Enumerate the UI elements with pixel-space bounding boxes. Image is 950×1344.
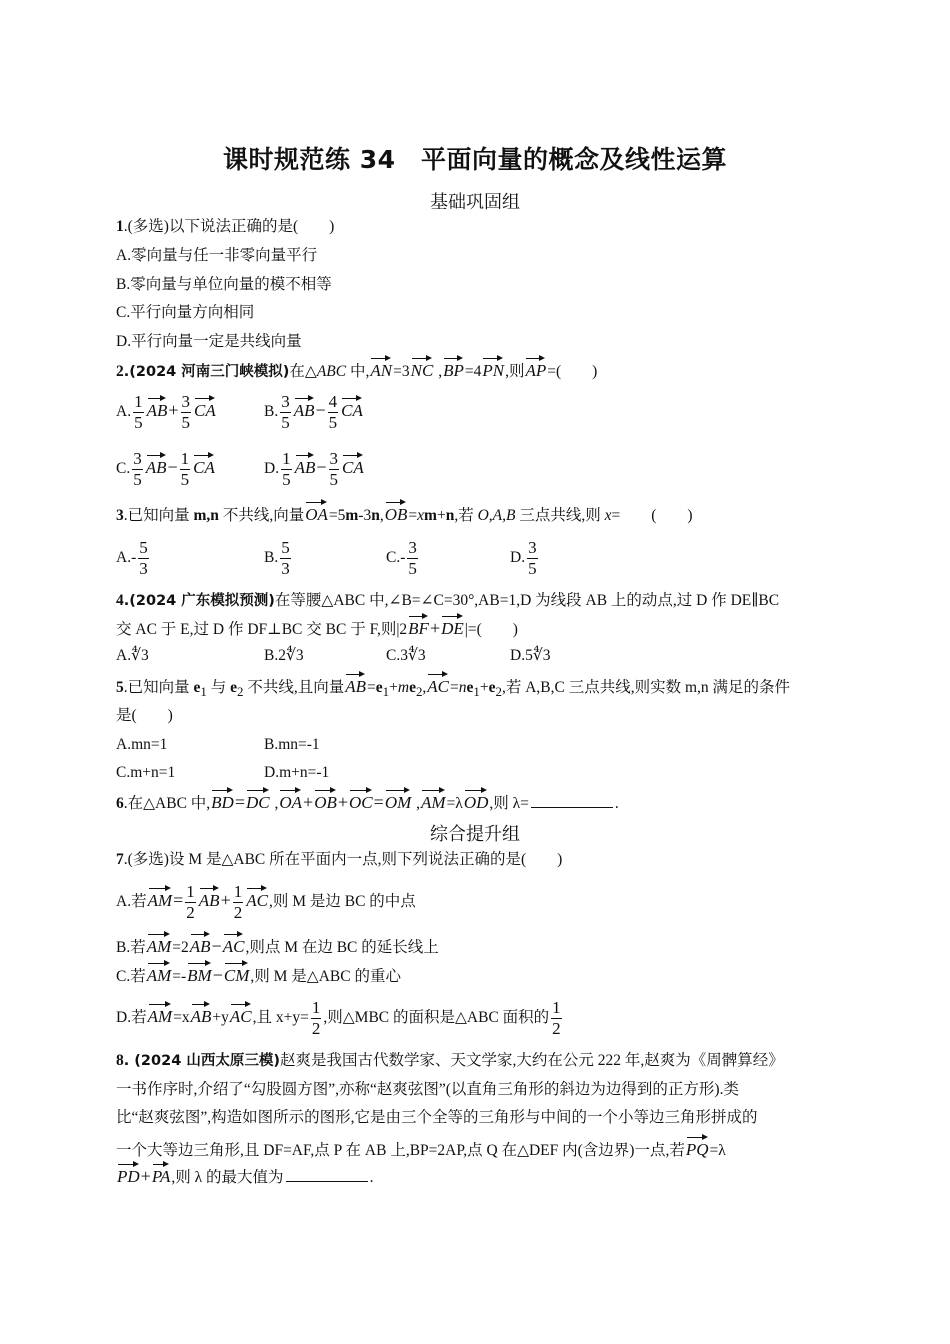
option-text: ,且 x+y= [252, 1009, 309, 1027]
stem-text: ,则 [505, 363, 525, 380]
vector: OC [349, 788, 373, 811]
vector: OD [464, 788, 489, 811]
stem-text: x [604, 507, 612, 524]
vector: DC [246, 788, 270, 811]
operator: = [173, 890, 184, 911]
denominator: 5 [408, 559, 417, 578]
numerator: 3 [528, 538, 537, 557]
numerator: 1 [180, 449, 190, 468]
denominator: 5 [180, 470, 190, 489]
numerator: 3 [329, 449, 339, 468]
operator: +y [212, 1009, 229, 1027]
stem-text: ,若 A,B,C 三点共线,则实数 m,n 满足的条件 [501, 679, 791, 696]
denominator: 5 [281, 413, 290, 432]
question-number: 6 [116, 795, 124, 812]
stem-text: 在△ [289, 363, 317, 380]
option-text: ,则 M 是边 BC 的中点 [268, 893, 416, 911]
stem-text: , [422, 679, 427, 696]
stem-text: O,A,B [477, 507, 516, 524]
vector: BM [187, 961, 212, 984]
fraction [527, 538, 538, 579]
operator: − [316, 457, 327, 478]
fraction [280, 392, 291, 433]
stem-text: ABC [316, 363, 347, 380]
fraction [185, 882, 196, 923]
vector: AB [191, 1002, 212, 1025]
stem-text: =λ [446, 795, 463, 812]
vector: PA [152, 1162, 171, 1185]
stem-text: x [417, 507, 425, 524]
question-number: 1 [116, 218, 124, 235]
operator: = [234, 792, 245, 812]
question-2-option-a [116, 392, 217, 433]
numerator: 3 [408, 538, 417, 557]
question-7-option-d [116, 998, 564, 1039]
question-2-option-d [264, 449, 365, 490]
question-3-option-d [510, 538, 540, 579]
vector: CA [341, 396, 363, 419]
stem-text: m [345, 507, 359, 524]
vector: AP [525, 356, 546, 379]
section-heading-advanced: 综合提升组 [430, 824, 520, 845]
stem-text: = ( ) [611, 507, 693, 524]
stem-text: + [389, 679, 398, 696]
stem-text: m [397, 679, 410, 696]
question-5-option-b: B.mn=-1 [264, 736, 320, 753]
vector: AB [147, 396, 168, 419]
stem-text: =( ) [547, 363, 598, 380]
vector: PQ [686, 1135, 709, 1158]
numerator: 3 [281, 392, 290, 411]
question-text: .(多选)以下说法正确的是( ) [123, 218, 335, 235]
stem-text: m,n [193, 507, 219, 524]
question-4-option-c: C.3∜3 [386, 647, 426, 664]
vector: OA [305, 500, 328, 523]
stem-text: 三点共线,则 [515, 507, 605, 524]
operator: + [337, 792, 349, 812]
stem-text: e [488, 679, 496, 696]
vector: BD [211, 788, 234, 811]
vector: OM [385, 788, 411, 811]
fraction [138, 538, 149, 579]
question-3-option-c [386, 538, 420, 579]
stem-text: .已知向量 [123, 679, 194, 696]
question-6-stem [116, 788, 619, 815]
stem-text: .已知向量 [123, 507, 194, 524]
stem-text: 不共线,且向量 [243, 679, 345, 696]
subscript: 2 [415, 684, 423, 700]
stem-text: 在等腰△ABC 中,∠B=∠C=30°,AB=1,D 为线段 AB 上的动点,过 D 作 DE∥BC [274, 592, 780, 609]
stem-text: |=( ) [464, 621, 518, 638]
question-5-option-a: A.mn=1 [116, 736, 168, 753]
question-3-option-a [116, 538, 151, 579]
option-label: A. [116, 403, 132, 421]
question-4-option-d: D.5∜3 [510, 647, 551, 664]
vector: AM [148, 886, 173, 909]
stem-text: , [434, 363, 443, 380]
section-heading-basic: 基础巩固组 [430, 192, 520, 213]
numerator: 3 [133, 449, 142, 468]
question-5-stem [116, 672, 790, 703]
stem-text: , [379, 507, 384, 524]
vector: CA [194, 396, 216, 419]
fraction [281, 449, 292, 490]
subscript: 2 [495, 684, 502, 700]
fraction [133, 392, 144, 433]
numerator: 1 [134, 392, 143, 411]
question-source: . (2024 山西太原三模) [123, 1053, 280, 1069]
fraction [407, 538, 418, 579]
question-1-option-d: D.平行向量一定是共线向量 [116, 333, 302, 350]
operator: =- [172, 968, 187, 985]
stem-text: 赵爽是我国古代数学家、天文学家,大约在公元 222 年,赵爽为《周髀算经》 [279, 1052, 784, 1069]
answer-blank[interactable] [531, 793, 613, 808]
operator: + [303, 792, 314, 812]
denominator: 5 [134, 413, 143, 432]
option-text: ,则点 M 在边 BC 的延长线上 [245, 939, 439, 956]
option-label: B.若 [116, 939, 146, 956]
option-text: ,则△MBC 的面积是△ABC 面积的 [323, 1009, 550, 1027]
option-label: A.- [116, 549, 137, 567]
question-8-line-4 [116, 1135, 726, 1162]
denominator: 5 [328, 413, 338, 432]
fraction [233, 882, 244, 923]
stem-text: =5 [328, 507, 346, 524]
stem-text: ,则 λ= [489, 795, 529, 812]
denominator: 5 [528, 559, 537, 578]
stem-text: , [270, 795, 279, 812]
stem-text: = [450, 679, 459, 696]
stem-text: .在△ABC 中, [123, 795, 211, 812]
stem-text: , [412, 795, 421, 812]
question-number: 5 [116, 679, 124, 696]
fraction [328, 392, 339, 433]
stem-text: e [230, 679, 238, 696]
question-source: .(2024 广东模拟预测) [123, 593, 275, 609]
denominator: 5 [181, 413, 191, 432]
subscript: 1 [200, 684, 207, 700]
page-title: 课时规范练 34 平面向量的概念及线性运算 [223, 145, 727, 174]
denominator: 2 [186, 903, 195, 922]
question-8-line-5 [116, 1162, 373, 1189]
question-2-option-b [264, 392, 364, 433]
denominator: 2 [311, 1019, 321, 1038]
answer-blank[interactable] [286, 1167, 368, 1182]
option-label: A.若 [116, 893, 147, 911]
operator: =2 [172, 939, 189, 956]
vector: AB [295, 453, 316, 476]
question-8-line-3: 比“赵爽弦图”,构造如图所示的图形,它是由三个全等的三角形与中间的一个小等边三角形拼成的 [116, 1109, 758, 1126]
stem-text: 不共线,向量 [218, 507, 305, 524]
subscript: 1 [473, 684, 480, 700]
vector: AN [370, 356, 392, 379]
vector: PD [117, 1162, 140, 1185]
vector: NC [411, 356, 434, 379]
denominator: 3 [139, 559, 148, 578]
numerator: 1 [233, 882, 243, 901]
question-5-option-d: D.m+n=-1 [264, 764, 330, 781]
fraction [280, 538, 291, 579]
operator: − [315, 400, 326, 421]
question-8-line-2: 一书作序时,介绍了“勾股圆方图”,亦称“赵爽弦图”(以直角三角形的斜边为边得到的正方形).类 [116, 1081, 739, 1098]
question-3-stem [116, 500, 693, 527]
question-source: .(2024 河南三门峡模拟) [123, 364, 290, 380]
question-5-stem-line-2: 是( ) [116, 707, 173, 724]
stem-text: =3 [393, 363, 410, 380]
subscript: 1 [382, 684, 390, 700]
option-label: C.- [386, 549, 406, 567]
numerator: 5 [281, 538, 290, 557]
numerator: 4 [328, 392, 338, 411]
fraction [329, 449, 340, 490]
vector: AB [190, 932, 211, 955]
numerator: 5 [139, 538, 148, 557]
vector: AB [294, 396, 315, 419]
stem-text: n [371, 507, 380, 524]
denominator: 3 [281, 559, 290, 578]
question-5-option-c: C.m+n=1 [116, 764, 176, 781]
denominator: 2 [552, 1019, 561, 1038]
question-number: 8 [116, 1052, 124, 1069]
vector: CM [224, 961, 250, 984]
vector: PN [482, 356, 504, 379]
operator: + [140, 1166, 151, 1186]
option-label: D. [510, 549, 526, 567]
stem-text: n [458, 679, 467, 696]
stem-text: m [424, 507, 437, 524]
operator: + [429, 618, 441, 638]
question-number: 7 [116, 851, 124, 868]
question-4-stem-line-2 [116, 614, 518, 641]
question-3-option-b [264, 538, 293, 579]
option-label: B. [264, 549, 279, 567]
question-number: 3 [116, 507, 124, 524]
stem-text: e [375, 679, 383, 696]
vector: CA [193, 453, 215, 476]
stem-text: 与 [206, 679, 231, 696]
numerator: 1 [186, 882, 195, 901]
vector: AC [246, 886, 268, 909]
option-label: D. [264, 460, 280, 478]
vector: AB [345, 672, 366, 695]
vector: BP [443, 356, 464, 379]
question-4-stem [116, 590, 779, 612]
stem-text: =4 [464, 363, 482, 380]
vector: BF [408, 614, 429, 637]
question-2-stem [116, 356, 597, 383]
question-1-option-a: A.零向量与任一非零向量平行 [116, 247, 318, 264]
stem-text: . [614, 795, 619, 812]
vector: AC [427, 672, 449, 695]
question-4-option-b: B.2∜3 [264, 647, 304, 664]
stem-text: 交 AC 于 E,过 D 作 DF⊥BC 交 BC 于 F,则|2 [116, 621, 408, 638]
denominator: 5 [282, 470, 291, 489]
option-label: C.若 [116, 968, 146, 985]
stem-text: ,若 [454, 507, 478, 524]
question-1-option-b: B.零向量与单位向量的模不相等 [116, 276, 332, 293]
option-label: D.若 [116, 1009, 147, 1027]
stem-text: 中, [346, 363, 370, 380]
vector: OB [314, 788, 337, 811]
stem-text: n [445, 507, 455, 524]
fraction [180, 449, 191, 490]
operator: + [168, 400, 179, 421]
vector: OA [279, 788, 302, 811]
question-7-option-c [116, 961, 401, 988]
operator: − [211, 936, 222, 956]
stem-text: =λ [709, 1142, 726, 1159]
question-number: 4 [116, 592, 124, 609]
denominator: 2 [233, 903, 243, 922]
vector: AC [223, 932, 245, 955]
numerator: 1 [552, 998, 561, 1017]
numerator: 1 [311, 998, 321, 1017]
denominator: 5 [133, 470, 142, 489]
denominator: 5 [329, 470, 339, 489]
vector: AB [146, 453, 167, 476]
numerator: 3 [181, 392, 191, 411]
vector: AM [421, 788, 446, 811]
operator: = [373, 792, 384, 812]
question-7-stem [116, 849, 562, 871]
option-label: B. [264, 403, 279, 421]
question-7-option-a [116, 882, 416, 923]
subscript: 2 [237, 684, 244, 700]
vector: DE [441, 614, 464, 637]
operator: − [212, 965, 223, 985]
stem-text: = [408, 507, 418, 524]
question-2-option-c [116, 449, 216, 490]
question-1-stem [116, 216, 334, 238]
stem-text: -3 [358, 507, 372, 524]
question-7-option-b [116, 932, 439, 959]
fraction [132, 449, 143, 490]
option-label: C. [116, 460, 131, 478]
option-text: ,则 M 是△ABC 的重心 [250, 968, 401, 985]
stem-text: ,则 λ 的最大值为 [171, 1169, 284, 1186]
question-text: .(多选)设 M 是△ABC 所在平面内一点,则下列说法正确的是( ) [123, 851, 563, 868]
question-4-option-a: A.∜3 [116, 647, 149, 664]
numerator: 1 [282, 449, 291, 468]
vector: AB [199, 886, 220, 909]
stem-text: e [466, 679, 474, 696]
stem-text: + [436, 507, 446, 524]
fraction [311, 998, 322, 1039]
stem-text: 一个大等边三角形,且 DF=AF,点 P 在 AB 上,BP=2AP,点 Q 在△DEF 内(含边界)一点,若 [116, 1142, 685, 1159]
question-8-stem [116, 1050, 784, 1072]
question-number: 2 [116, 363, 124, 380]
stem-text: = [367, 679, 376, 696]
vector: AC [230, 1002, 252, 1025]
vector: AM [148, 1002, 173, 1025]
question-1-option-c: C.平行向量方向相同 [116, 304, 255, 321]
vector: CA [342, 453, 364, 476]
stem-text: e [193, 679, 201, 696]
fraction [551, 998, 562, 1039]
operator: − [167, 457, 178, 478]
stem-text: + [479, 679, 489, 696]
vector: AM [147, 932, 172, 955]
operator: + [220, 890, 231, 911]
operator: =x [173, 1009, 190, 1027]
vector: AM [147, 961, 172, 984]
vector: OB [385, 500, 408, 523]
fraction [181, 392, 192, 433]
stem-text: . [369, 1169, 374, 1186]
stem-text: e [409, 679, 416, 696]
